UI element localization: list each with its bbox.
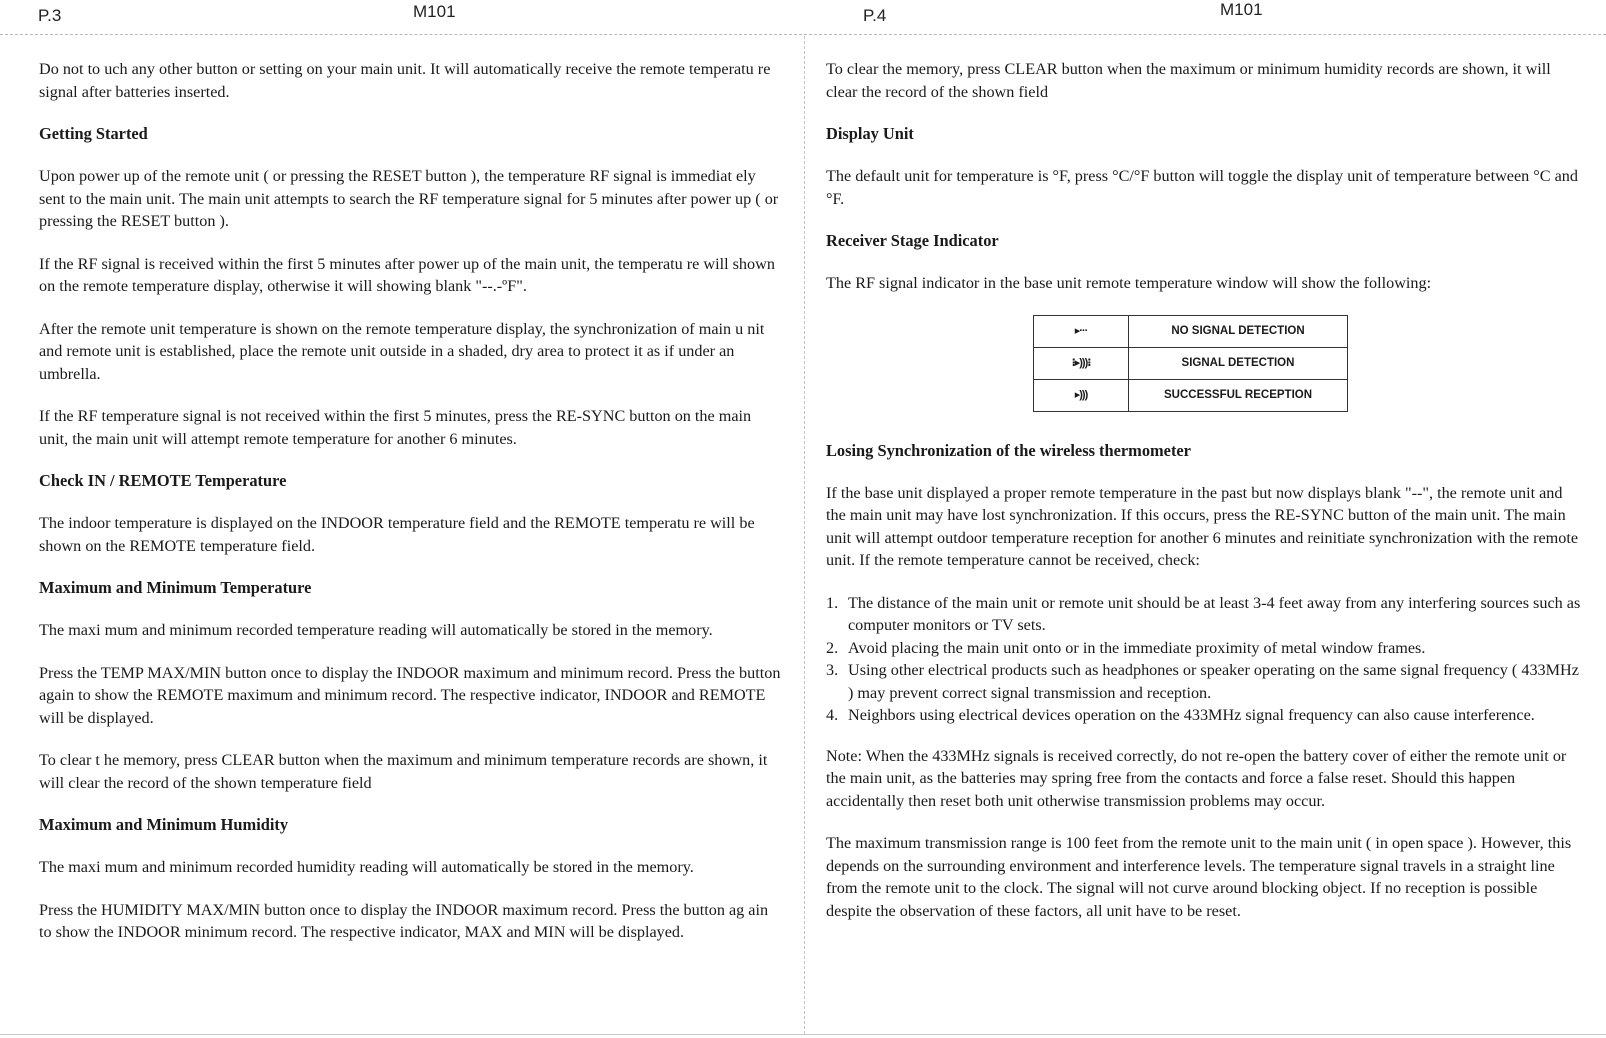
list-number: 3.: [826, 661, 839, 679]
header-rule: [0, 34, 1606, 35]
list-text: The distance of the main unit or remote unit should be at least 3-4 feet away from any interfering sources such as computer monitors or TV sets.: [848, 593, 1581, 634]
table-cell: SIGNAL DETECTION: [1129, 347, 1348, 379]
list-item: [826, 592, 1586, 637]
table-cell: SUCCESSFUL RECEPTION: [1129, 379, 1348, 411]
paragraph: Press the TEMP MAX/MIN button once to display the INDOOR maximum and minimum record. Press the button again to show the REMOTE maximum and minimum record. The respective indicator, INDOOR and REMOTE will be displayed.: [39, 663, 781, 727]
signal-indicator-table: [1033, 315, 1348, 412]
page-3-content: [39, 58, 781, 964]
page-number-right: P.4: [863, 6, 887, 25]
paragraph: The maxi mum and minimum recorded humidity reading will automatically be stored in the memory.: [39, 858, 694, 876]
page-4-content: [826, 58, 1586, 942]
note-paragraph: Note: When the 433MHz signals is received correctly, do not re-open the battery cover of either the remote unit or the main unit, as the batteries may spring free from the contacts and force a false reset. Should this happen accidentally then reset both unit otherwise transmission problems may occur.: [826, 746, 1567, 810]
heading-max-min-humidity: Maximum and Minimum Humidity: [39, 815, 289, 834]
model-label-left: M101: [413, 2, 456, 21]
paragraph: To clear the memory, press CLEAR button when the maximum or minimum humidity records are shown, it will clear the record of the shown field: [826, 60, 1551, 101]
list-item: [826, 704, 1586, 727]
paragraph: The maxi mum and minimum recorded temperature reading will automatically be stored in the memory.: [39, 621, 713, 639]
paragraph: If the RF temperature signal is not received within the first 5 minutes, press the RE-SYNC button on the main unit, the main unit will attempt remote temperature for another 6 minutes.: [39, 407, 752, 448]
heading-getting-started: Getting Started: [39, 124, 148, 143]
heading-max-min-temperature: Maximum and Minimum Temperature: [39, 578, 312, 597]
page-divider: [804, 36, 805, 1034]
list-number: 2.: [826, 638, 839, 657]
paragraph: If the RF signal is received within the first 5 minutes after power up of the main unit, the temperatu re will shown on the remote temperature display, otherwise it will showing blank "--.-ºF".: [39, 254, 775, 295]
list-text: Avoid placing the main unit onto or in the immediate proximity of metal window frames.: [848, 638, 1426, 657]
signal-detection-icon: ⁝▸)))⁝: [1034, 347, 1129, 379]
footer-rule: [0, 1034, 1606, 1035]
table-row: [1034, 379, 1348, 411]
paragraph: The default unit for temperature is °F, press °C/°F button will toggle the display unit of temperature between °C and °F.: [826, 167, 1578, 208]
heading-losing-sync: Losing Synchronization of the wireless thermometer: [826, 440, 1191, 460]
paragraph: Upon power up of the remote unit ( or pressing the RESET button ), the temperature RF signal is immediat ely sent to the main unit. The main unit attempts to search the RF temperature signal for 5 minutes after power up ( or pressing the RESET button ).: [39, 167, 779, 230]
heading-display-unit: Display Unit: [826, 124, 914, 143]
troubleshooting-list: [826, 592, 1586, 727]
no-signal-icon: ▸···: [1034, 315, 1129, 347]
list-text: Using other electrical products such as headphones or speaker operating on the same signal frequency ( 433MHz ) may prevent correct signal transmission and reception.: [848, 661, 1579, 702]
paragraph: The RF signal indicator in the base unit remote temperature window will show the following:: [826, 274, 1432, 292]
list-item: [826, 637, 1586, 660]
paragraph: The indoor temperature is displayed on the INDOOR temperature field and the REMOTE temperatu re will be shown on the REMOTE temperature field.: [39, 514, 755, 555]
list-number: 1.: [826, 593, 839, 612]
table-cell: NO SIGNAL DETECTION: [1129, 315, 1348, 347]
list-text: Neighbors using electrical devices operation on the 433MHz signal frequency can also cause interference.: [848, 706, 1535, 724]
list-item: [826, 659, 1586, 704]
heading-receiver-stage: Receiver Stage Indicator: [826, 231, 999, 250]
table-row: [1034, 315, 1348, 347]
paragraph: After the remote unit temperature is shown on the remote temperature display, the synchronization of main u nit and remote unit is established, place the remote unit outside in a shaded, dry area to protect it as if under an umbrella.: [39, 319, 765, 383]
paragraph: If the base unit displayed a proper remote temperature in the past but now displays blank "--", the remote unit and the main unit may have lost synchronization. If this occurs, press the RE-SYNC button of the main unit. The main unit will attempt outdoor temperature reception for another 6 minutes and reinitiate synchronization with the remote unit. If the remote temperature cannot be received, check:: [826, 483, 1579, 569]
page-number-left: P.3: [38, 6, 62, 25]
list-number: 4.: [826, 706, 839, 724]
paragraph: To clear t he memory, press CLEAR button when the maximum and minimum temperature records are shown, it will clear the record of the shown temperature field: [39, 751, 768, 792]
paragraph: The maximum transmission range is 100 feet from the remote unit to the main unit ( in open space ). However, this depends on the surrounding environment and interference levels. The temperature signal travels in a straight line from the remote unit to the clock. The signal will not curve around blocking object. If no reception is possible despite the observation of these factors, all unit have to be reset.: [826, 834, 1572, 920]
model-label-right: M101: [1220, 0, 1263, 19]
heading-check-temperature: Check IN / REMOTE Temperature: [39, 471, 287, 490]
table-row: [1034, 347, 1348, 379]
paragraph: Press the HUMIDITY MAX/MIN button once to display the INDOOR maximum record. Press the button ag ain to show the INDOOR minimum record. The respective indicator, MAX and MIN will be displayed.: [39, 900, 769, 941]
intro-paragraph: Do not to uch any other button or setting on your main unit. It will automatically receive the remote temperatu re signal after batteries inserted.: [39, 60, 771, 101]
reception-icon: ▸))): [1034, 379, 1129, 411]
